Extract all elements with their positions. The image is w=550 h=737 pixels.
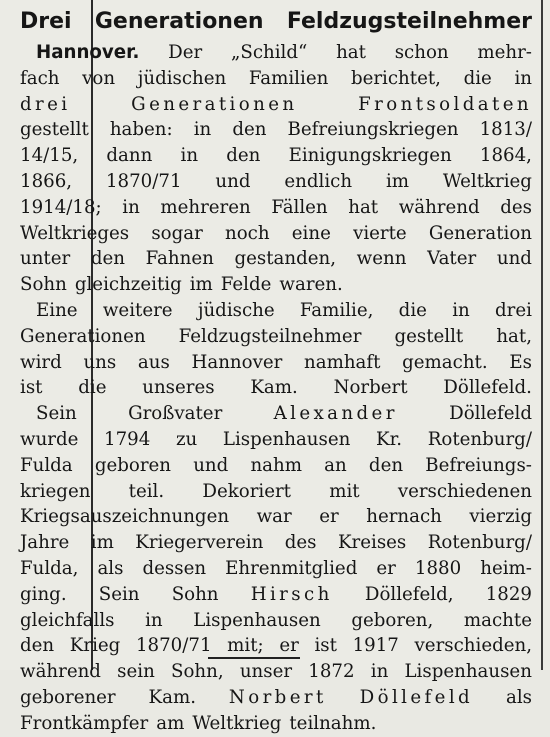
person-name: Alexander (273, 403, 398, 425)
text-line (20, 350, 532, 376)
word: war (256, 506, 292, 528)
headline-word: Feldzugsteilnehmer (286, 9, 532, 34)
word: den (90, 248, 125, 270)
word: fach (20, 67, 60, 89)
text-line (20, 530, 532, 556)
word: Der (168, 42, 203, 63)
word: 1914/18; (20, 196, 102, 218)
word: Familien (248, 67, 329, 89)
text-line (20, 40, 532, 66)
word: gestanden, (234, 248, 336, 270)
word: Generationen (131, 93, 298, 115)
word: unser (239, 661, 293, 683)
word: er (319, 506, 339, 528)
word: verschiedenen (397, 480, 532, 502)
word: Fulda (20, 454, 73, 476)
word: Sein (36, 403, 77, 425)
word: eine (291, 222, 331, 244)
word: Ehrenmitglied (225, 557, 358, 579)
word: Sohn (20, 274, 67, 296)
text-line (20, 633, 532, 659)
text-line (20, 556, 532, 582)
word: kriegen (20, 480, 91, 502)
word: Döllefeld (449, 403, 532, 425)
article-end-rule (208, 657, 300, 659)
word: Fahnen (145, 248, 214, 270)
word: dessen (142, 557, 207, 579)
word: mit; (227, 635, 264, 657)
word: und (215, 170, 251, 192)
word: hernach (366, 506, 442, 528)
word: Weltkrieg (442, 170, 532, 192)
word: während (20, 661, 101, 683)
word: und (193, 454, 229, 476)
word: Rotenburg/ (427, 428, 532, 450)
word: Weltkrieg (192, 712, 282, 734)
word: Dekoriert (202, 480, 291, 502)
word: im (385, 170, 410, 192)
word: Hannover (191, 351, 283, 373)
word: als (97, 557, 124, 579)
word: vierte (353, 222, 407, 244)
word: wenn (356, 248, 407, 270)
word: Vater (427, 248, 477, 270)
word: Lispenhausen (222, 428, 351, 450)
word: Krieg (69, 635, 121, 657)
word: vierzig (469, 506, 532, 528)
text-line (20, 92, 532, 118)
word: in (370, 661, 389, 683)
word: die (78, 377, 107, 399)
article-headline (20, 8, 532, 36)
word: Jahre (20, 532, 70, 554)
word: Befreiungskriegen (287, 119, 459, 141)
word: in (452, 299, 470, 321)
word: 1872 (308, 661, 355, 683)
word: von (82, 67, 116, 89)
word: er (376, 557, 396, 579)
word: aus (137, 351, 170, 373)
word: machte (463, 609, 532, 631)
word: am (156, 712, 185, 734)
word: die (463, 67, 492, 89)
word: Rotenburg/ (427, 532, 532, 554)
person-name: Döllefeld (359, 686, 474, 708)
word: den (368, 454, 404, 476)
word: den (20, 635, 55, 657)
word: namhaft (304, 351, 381, 373)
word: 14/15, (20, 145, 79, 167)
word: in (122, 196, 140, 218)
word: schon (394, 42, 449, 63)
word: gleichfalls (20, 609, 115, 631)
word: drei (20, 93, 71, 115)
word: teilnahm. (289, 712, 377, 734)
word: mit (329, 480, 360, 502)
word: dann (106, 145, 153, 167)
word: mehreren (160, 196, 251, 218)
word: Einigungskriegen (288, 145, 452, 167)
word: Feldzugsteilnehmer (178, 325, 362, 347)
word: haben: (109, 119, 173, 141)
word: in (514, 67, 532, 89)
word: geboren, (351, 609, 434, 631)
word: Weltkrieges (20, 222, 130, 244)
text-line (20, 375, 532, 401)
word: Kriegsauszeichnungen (20, 506, 230, 528)
word: berichtet, (350, 67, 441, 89)
word: sogar (151, 222, 203, 244)
word: heim- (480, 557, 532, 579)
text-line (20, 298, 532, 324)
word: endlich (284, 170, 353, 192)
word: Kam. (148, 686, 197, 708)
word: Es (509, 351, 532, 373)
word: jüdische (197, 299, 275, 321)
word: als (506, 686, 532, 708)
word: Kreises (337, 532, 407, 554)
dateline: Hannover. (36, 42, 140, 63)
word: Befreiungs- (425, 454, 532, 476)
article (20, 8, 532, 737)
text-line (20, 711, 532, 737)
word: 1870/71 (105, 170, 182, 192)
word: während (398, 196, 480, 218)
word: 1917 (352, 635, 399, 657)
text-line (20, 272, 532, 298)
text-line (20, 453, 532, 479)
text-line (20, 117, 532, 143)
word: Norbert (333, 377, 408, 399)
word: Großvater (128, 403, 223, 425)
word: Familie, (299, 299, 374, 321)
word: Generationen (20, 325, 146, 347)
text-line (20, 195, 532, 221)
headline-word: Generationen (94, 9, 264, 34)
word: ist (20, 377, 43, 399)
word: 1866, (20, 170, 73, 192)
word: Fällen (271, 196, 328, 218)
word: den (232, 119, 267, 141)
article-body (20, 40, 532, 737)
word: Sohn (171, 583, 219, 605)
word: gleichzeitig (74, 274, 182, 296)
person-name: Hirsch (250, 583, 333, 605)
word: 1829 (485, 583, 532, 605)
word: 1794 (104, 428, 151, 450)
word: die (398, 299, 427, 321)
text-line (20, 582, 532, 608)
word: zu (175, 428, 198, 450)
word: Eine (36, 299, 78, 321)
word: noch (225, 222, 270, 244)
word: Döllefeld. (443, 377, 532, 399)
word: Fulda, (20, 557, 79, 579)
word: im (90, 532, 114, 554)
word: Kr. (375, 428, 403, 450)
word: verschieden, (414, 635, 532, 657)
word: wurde (20, 428, 79, 450)
word: in (193, 119, 212, 141)
word: Lispenhausen (193, 609, 321, 631)
person-name: Norbert (228, 686, 327, 708)
word: drei (495, 299, 532, 321)
text-line (20, 479, 532, 505)
text-line (20, 504, 532, 530)
text-line (20, 324, 532, 350)
word: den (226, 145, 261, 167)
word: uns (83, 351, 117, 373)
word: des (500, 196, 532, 218)
word: Frontsoldaten (358, 93, 532, 115)
word: Frontkämpfer (20, 712, 149, 734)
word: Kriegerverein (135, 532, 264, 554)
word: gestellt (394, 325, 464, 347)
word: hat (336, 42, 366, 63)
word: im (189, 274, 213, 296)
text-line (20, 221, 532, 247)
word: geborener (20, 686, 116, 708)
text-line (20, 66, 532, 92)
text-line (20, 169, 532, 195)
word: sein (117, 661, 155, 683)
word: hat, (496, 325, 532, 347)
text-line (20, 143, 532, 169)
word: jüdischen (137, 67, 227, 89)
word: teil. (128, 480, 165, 502)
word: „Schild“ (230, 42, 308, 63)
word: Kam. (250, 377, 298, 399)
word: in (180, 145, 199, 167)
text-line (20, 685, 532, 711)
word: 1864, (479, 145, 532, 167)
word: unseres (142, 377, 215, 399)
word: Döllefeld, (364, 583, 454, 605)
word: unter (20, 248, 71, 270)
word: er (279, 635, 299, 657)
word: mehr- (477, 42, 532, 63)
word: gemacht. (402, 351, 488, 373)
word: geboren (94, 454, 171, 476)
word: an (324, 454, 347, 476)
word: 1870/71 (135, 635, 212, 657)
word: Felde (220, 274, 272, 296)
word: ging. (20, 583, 67, 605)
word: Sein (98, 583, 140, 605)
text-line (20, 659, 532, 685)
word: gestellt (20, 119, 89, 141)
word: 1813/ (479, 119, 532, 141)
word: Lispenhausen (404, 661, 532, 683)
word: in (145, 609, 163, 631)
column-rule-right (541, 0, 543, 670)
word: und (496, 248, 532, 270)
word: nahm (250, 454, 302, 476)
text-line (20, 427, 532, 453)
word: Generation (428, 222, 532, 244)
headline-word: Drei (20, 9, 72, 34)
word: hat (348, 196, 379, 218)
text-line (20, 246, 532, 272)
text-line (20, 608, 532, 634)
word: wird (20, 351, 62, 373)
word: waren. (279, 274, 343, 296)
word: ist (314, 635, 337, 657)
word: Sohn, (171, 661, 224, 683)
word: des (284, 532, 317, 554)
text-line (20, 401, 532, 427)
word: 1880 (414, 557, 462, 579)
word: weitere (102, 299, 173, 321)
